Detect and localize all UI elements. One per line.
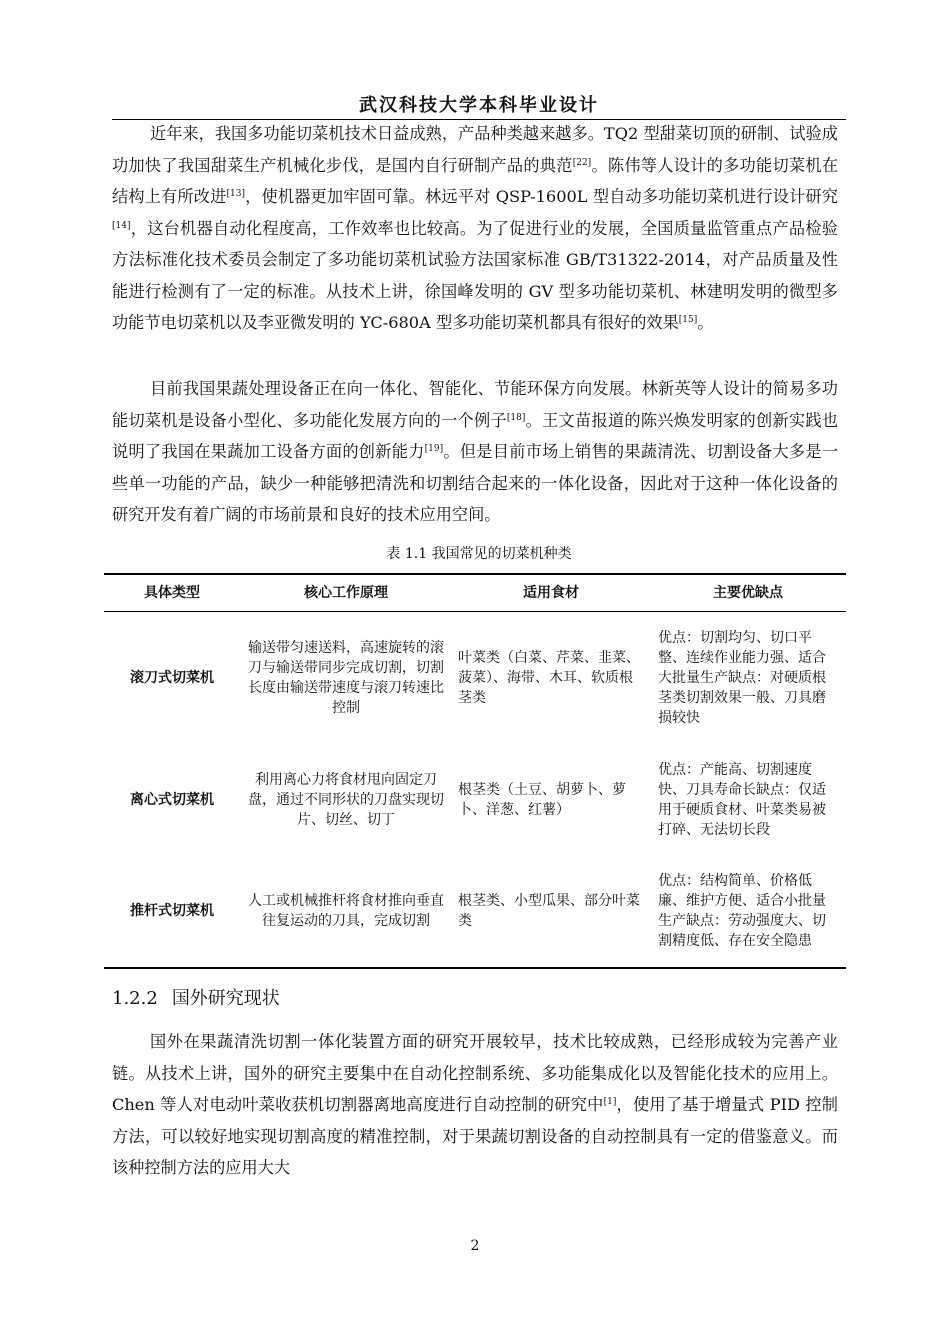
- cell-food: 根茎类（土豆、胡萝卜、萝卜、洋葱、红薯）: [458, 781, 626, 818]
- paragraph-text: 。但是目前市场上销售的果蔬清洗、切割设备大多是一些单一功能的产品，缺少一种能够把清洗和切割结合起来的一体化设备，因此对于这种一体化设备的研究开发有着广阔的市场前景和良好的技术应用空间。: [112, 442, 839, 524]
- section-heading: [112, 986, 280, 1012]
- paragraph-text: 。陈伟等人设计的多功能切菜机在结构上有所改进: [112, 155, 839, 206]
- citation-ref: [18]: [506, 412, 526, 423]
- cell-food: 根茎类、小型瓜果、部分叶菜类: [452, 856, 650, 968]
- citation-ref: [15]: [678, 315, 698, 325]
- section-title: 国外研究现状: [171, 988, 280, 1009]
- col-header-principle: 核心工作原理: [240, 574, 452, 612]
- table-row: [104, 856, 846, 968]
- citation-ref: [22]: [572, 157, 592, 168]
- table-row: [104, 744, 846, 856]
- col-header-food: 适用食材: [452, 574, 650, 612]
- cell-principle: 人工或机械推杆将食材推向垂直往复运动的刀具，完成切割: [240, 856, 452, 968]
- section-number: 1.2.2: [112, 988, 158, 1009]
- cell-food: 叶菜类（白菜、芹菜、韭菜、菠菜）、海带、木耳、软质根茎类: [458, 649, 640, 706]
- paragraph-text: 国外在果蔬清洗切割一体化装置方面的研究开展较早，技术比较成熟，已经形成较为完善产业链。从技术上讲，国外的研究主要集中在自动化控制系统、多功能集成化以及智能化技术的应用上。Chen 等人对电动叶菜收获机切割器离地高度进行自动控制的研究中: [112, 1032, 838, 1114]
- paragraph-domestic-trend: [112, 373, 838, 531]
- cell-principle: 输送带匀速送料，高速旋转的滚刀与输送带同步完成切割，切割长度由输送带速度与滚刀转速比控制: [248, 639, 444, 716]
- cell-type: 离心式切菜机: [130, 791, 214, 808]
- paragraph-text: ，使机器更加牢固可靠。林远平对 QSP-1600L 型自动多功能切菜机进行设计研究: [244, 187, 838, 206]
- table-caption: 表 1.1 我国常见的切菜机种类: [386, 546, 572, 562]
- citation-ref: [19]: [424, 444, 444, 454]
- citation-ref: [1]: [603, 1097, 617, 1107]
- paragraph-text: 目前我国果蔬处理设备正在向一体化、智能化、节能环保方向发展。林新英等人设计的简易多功能切菜机是设备小型化、多功能化发展方向的一个例子: [112, 379, 838, 430]
- cell-proscons: 优点：切割均匀、切口平整、连续作业能力强、适合大批量生产缺点：对硬质根茎类切割效果一般、刀具磨损较快: [658, 629, 826, 726]
- paragraph-text: 。: [697, 313, 714, 332]
- paragraph-text: ，这台机器自动化程度高，工作效率也比较高。为了促进行业的发展，全国质量监管重点产品检验方法标准化技术委员会制定了多功能切菜机试验方法国家标准 GB/T31322-2014，对产品质量及性能进行检测有了一定的标准。从技术上讲，徐国峰发明的 GV 型多功能切菜机、林建明发明的微型多功能节电切菜机以及李亚微发明的 YC-680A 型多功能切菜机都具有很好的效果: [112, 218, 838, 332]
- cell-type: 滚刀式切菜机: [130, 669, 214, 686]
- paragraph-foreign-research: [112, 1026, 838, 1184]
- table-header-row: [104, 574, 846, 612]
- citation-ref: [14]: [112, 220, 131, 231]
- col-header-type: 具体类型: [104, 574, 240, 612]
- paragraph-text: 。王文苗报道的陈兴焕发明家的创新实践也说明了我国在果蔬加工设备方面的创新能力: [112, 410, 838, 461]
- paragraph-text: 近年来，我国多功能切菜机技术日益成熟，产品种类越来越多。TQ2 型甜菜切顶的研制、试验成功加快了我国甜菜生产机械化步伐，是国内自行研制产品的典范: [112, 124, 838, 175]
- table-row: [104, 612, 846, 744]
- cell-principle: 利用离心力将食材甩向固定刀盘，通过不同形状的刀盘实现切片、切丝、切丁: [248, 771, 444, 828]
- paragraph-text: ，使用了基于增量式 PID 控制方法，可以较好地实现切割高度的精准控制，对于果蔬切割设备的自动控制具有一定的借鉴意义。而该种控制方法的应用大大: [112, 1095, 838, 1177]
- cell-proscons: 优点：产能高、切割速度快、刀具寿命长缺点：仅适用于硬质食材、叶菜类易被打碎、无法切长段: [658, 761, 826, 838]
- page-number: 2: [470, 1238, 480, 1254]
- page-header: 武汉科技大学本科毕业设计: [359, 95, 599, 116]
- cutter-types-table: [104, 573, 846, 969]
- cell-type: 推杆式切菜机: [104, 856, 240, 968]
- paragraph-domestic-progress: [112, 118, 838, 339]
- col-header-proscons: 主要优缺点: [650, 574, 846, 612]
- cell-proscons: 优点：结构简单、价格低廉、维护方便、适合小批量生产缺点：劳动强度大、切割精度低、存在安全隐患: [650, 856, 846, 968]
- citation-ref: [13]: [226, 189, 245, 199]
